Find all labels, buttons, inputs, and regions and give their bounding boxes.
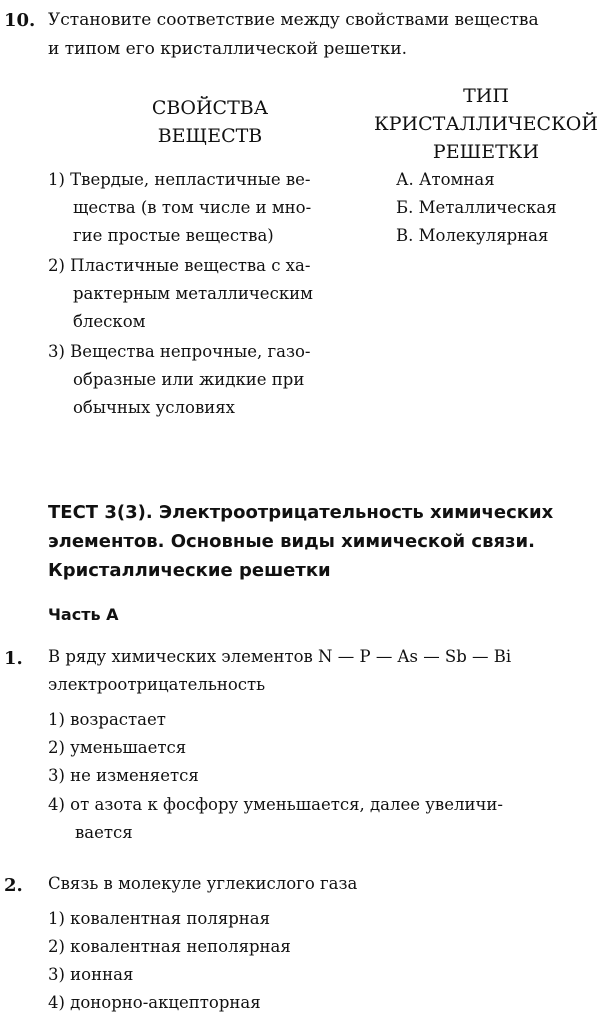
test-title-line-1: ТЕСТ 3(3). Электроотрицательность химических <box>48 502 554 523</box>
property-1-line-2: щества (в том числе и мно- <box>73 198 312 217</box>
property-3-line-3: обычных условиях <box>73 398 235 417</box>
property-2-line-2: рактерным металлическим <box>73 284 313 303</box>
q1-option-4: 4) от азота к фосфору уменьшается, далее увеличи- <box>48 795 503 814</box>
left-header-line-2: ВЕЩЕСТВ <box>157 125 263 147</box>
right-header-line-2: КРИСТАЛЛИЧЕСКОЙ <box>374 113 598 135</box>
property-2-line-3: блеском <box>73 312 146 331</box>
question-10-text-line-2: и типом его кристаллической решетки. <box>48 39 408 59</box>
right-header-line-1: ТИП <box>463 85 509 107</box>
right-column-header <box>368 82 604 166</box>
question-1-number: 1. <box>4 648 23 669</box>
q2-option-4: 4) донорно-акцепторная <box>48 993 261 1012</box>
question-10-text-line-1: Установите соответствие между свойствами вещества <box>48 10 539 30</box>
property-2-line-1: 2) Пластичные вещества с ха- <box>48 256 311 275</box>
right-header-line-3: РЕШЕТКИ <box>432 141 540 163</box>
q1-option-2: 2) уменьшается <box>48 738 187 757</box>
question-1-text-line-1: В ряду химических элементов N — P — As — Sb — Bi <box>48 647 512 666</box>
test-title-line-2: элементов. Основные виды химической связи. <box>48 531 535 552</box>
property-3-line-1: 3) Вещества непрочные, газо- <box>48 342 311 361</box>
question-2-text: Связь в молекуле углекислого газа <box>48 874 358 893</box>
question-10-number: 10. <box>4 10 36 31</box>
lattice-type-v: В. Молекулярная <box>396 226 549 245</box>
question-2-number: 2. <box>4 875 23 896</box>
lattice-type-a: А. Атомная <box>396 170 495 189</box>
q2-option-1: 1) ковалентная полярная <box>48 909 271 928</box>
q2-option-3: 3) ионная <box>48 965 134 984</box>
lattice-type-b: Б. Металлическая <box>396 198 557 217</box>
q1-option-4-continued: вается <box>75 823 133 842</box>
q1-option-3: 3) не изменяется <box>48 766 199 785</box>
q2-option-2: 2) ковалентная неполярная <box>48 937 291 956</box>
left-column-header <box>120 94 300 150</box>
property-1-line-3: гие простые вещества) <box>73 226 274 245</box>
test-title-line-3: Кристаллические решетки <box>48 560 331 581</box>
property-1-line-1: 1) Твердые, непластичные ве- <box>48 170 311 189</box>
q1-option-1: 1) возрастает <box>48 710 166 729</box>
question-1-text-line-2: электроотрицательность <box>48 675 266 694</box>
left-header-line-1: СВОЙСТВА <box>151 97 269 119</box>
property-3-line-2: образные или жидкие при <box>73 370 305 389</box>
part-a-heading: Часть А <box>48 605 119 624</box>
